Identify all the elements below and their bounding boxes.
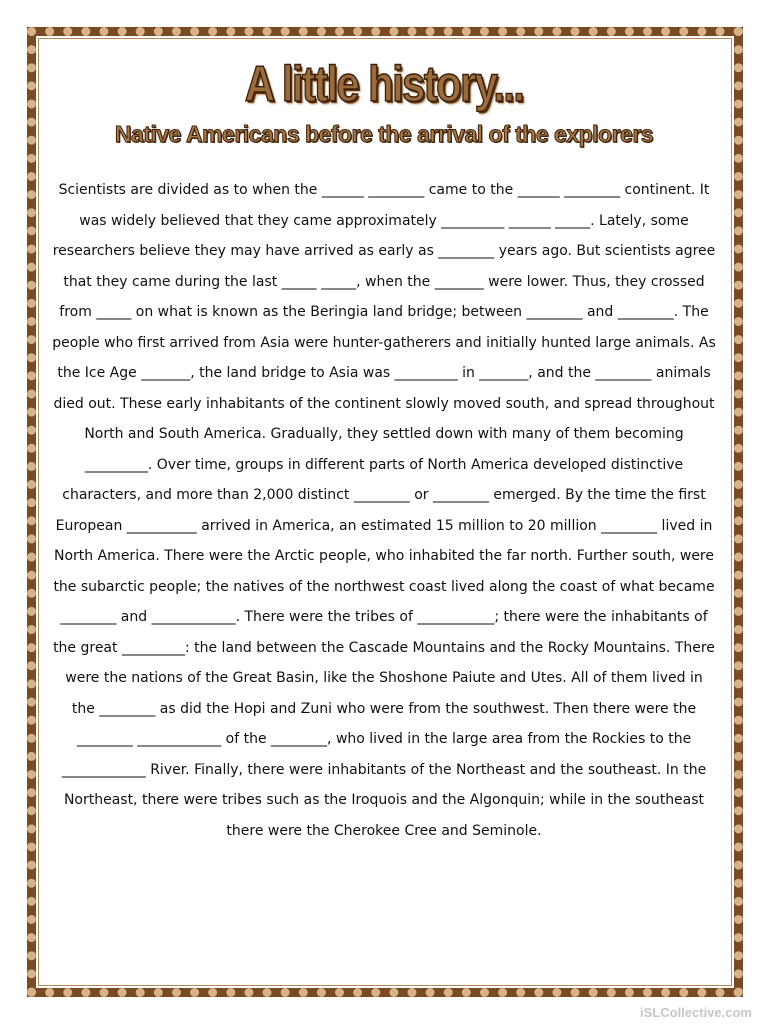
worksheet-subtitle: Native Americans before the arrival of the explorers bbox=[114, 121, 654, 147]
watermark: iSLCollective.com bbox=[640, 1005, 752, 1020]
worksheet-body-text: Scientists are divided as to when the ______ ________ came to the ______ ________ continent. It was widely believed that they came approximately _________ ______ _____. Lately, some researchers believe they may have arrived as early as ________ years ago. But scientists agree that they came during the last _____ _____, when the _______ were lower. Thus, they crossed from _____ on what is known as the Beringia land bridge; between ________ and ________. The people who first arrived from Asia were hunter-gatherers and initially hunted large animals. As the Ice Age _______, the land bridge to Asia was _________ in _______, and the ________ animals died out. These early inhabitants of the continent slowly moved south, and spread throughout North and South America. Gradually, they settled down with many of them becoming _________. Over time, groups in different parts of North America developed distinctive characters, and more than 2,000 distinct ________ or ________ emerged. By the time the first European __________ arrived in America, an estimated 15 million to 20 million ________ lived in North America. There were the Arctic people, who inhabited the far north. Further south, were the subarctic people; the natives of the northwest coast lived along the coast of what became ________ and ____________. There were the tribes of ___________; there were the inhabitants of the great _________: the land between the Cascade Mountains and the Rocky Mountains. There were the nations of the Great Basin, like the Shoshone Paiute and Utes. All of them lived in the ________ as did the Hopi and Zuni who were from the southwest. Then there were the ________ ____________ of the ________, who lived in the large area from the Rockies to the ____________ River. Finally, there were inhabitants of the Northeast and the southeast. In the Northeast, there were tribes such as the Iroquois and the Algonquin; while in the southeast there were the Cherokee Cree and Seminole. bbox=[52, 182, 716, 839]
worksheet-title: A little history... bbox=[244, 56, 524, 112]
